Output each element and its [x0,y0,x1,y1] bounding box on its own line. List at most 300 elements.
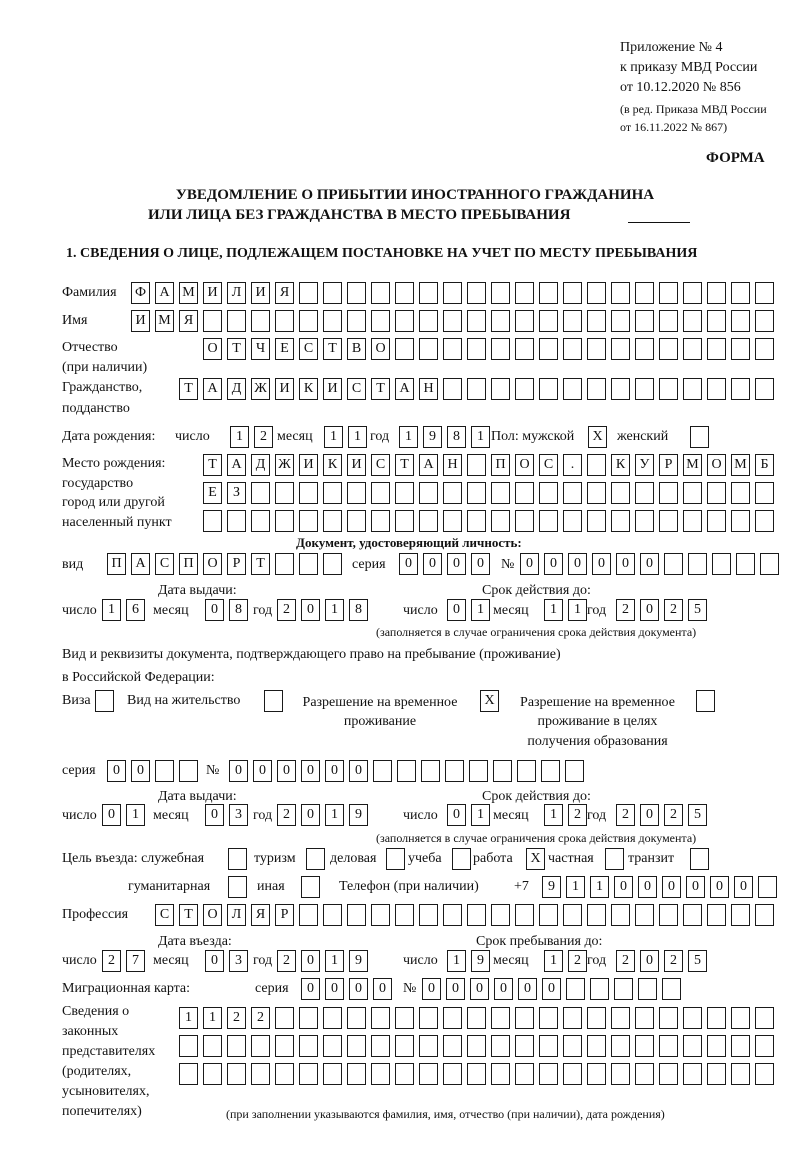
name-field-cell[interactable] [611,310,630,332]
profession-field-cell[interactable]: Я [251,904,270,926]
surname-field-cell[interactable]: М [179,282,198,304]
mig-number-field-cell[interactable]: 0 [446,978,465,1000]
surname-field-cell[interactable] [515,282,534,304]
name-field-cell[interactable] [275,310,294,332]
patronymic-field-cell[interactable]: Т [227,338,246,360]
rvp-number-field-cell[interactable]: 0 [349,760,368,782]
birthplace-line2-cell[interactable] [755,482,774,504]
surname-field-cell[interactable]: Я [275,282,294,304]
birthplace-line2-cell[interactable] [299,482,318,504]
reps-line3-cell[interactable] [443,1063,462,1085]
stay-day-cell[interactable]: 1 [447,950,466,972]
doc-number-field-cell[interactable]: 0 [592,553,611,575]
patronymic-field-cell[interactable]: С [299,338,318,360]
patronymic-field-cell[interactable] [515,338,534,360]
reps-line1-cell[interactable] [443,1007,462,1029]
citizenship-field-cell[interactable]: И [323,378,342,400]
surname-field-cell[interactable]: А [155,282,174,304]
birthplace-line2-cell[interactable] [611,482,630,504]
patronymic-field-cell[interactable] [659,338,678,360]
mig-number-field-cell[interactable] [614,978,633,1000]
mig-number-field-cell[interactable] [638,978,657,1000]
surname-field-cell[interactable] [731,282,750,304]
profession-field-cell[interactable] [491,904,510,926]
reps-line2-cell[interactable] [635,1035,654,1057]
birthplace-line3-cell[interactable] [707,510,726,532]
name-field-cell[interactable] [707,310,726,332]
rvp-number-field-cell[interactable] [493,760,512,782]
rvp_valid-month-cell[interactable]: 2 [568,804,587,826]
citizenship-field-cell[interactable] [755,378,774,400]
reps-line1-cell[interactable] [467,1007,486,1029]
name-field-cell[interactable] [371,310,390,332]
citizenship-field-cell[interactable] [539,378,558,400]
reps-line1-cell[interactable] [419,1007,438,1029]
profession-field-cell[interactable] [299,904,318,926]
patronymic-field-cell[interactable] [419,338,438,360]
doc-series-field-cell[interactable]: 0 [399,553,418,575]
name-field-cell[interactable] [755,310,774,332]
birthplace-line3-cell[interactable] [515,510,534,532]
reps-line3-cell[interactable] [347,1063,366,1085]
birthplace-line3-cell[interactable] [299,510,318,532]
birthplace-line1-cell[interactable]: А [419,454,438,476]
birthplace-line3-cell[interactable] [371,510,390,532]
mig-number-field-cell[interactable] [662,978,681,1000]
citizenship-field-cell[interactable]: А [395,378,414,400]
reps-line3-cell[interactable] [731,1063,750,1085]
surname-field-cell[interactable] [467,282,486,304]
reps-line2-cell[interactable] [179,1035,198,1057]
phone-field-cell[interactable]: 0 [638,876,657,898]
reps-line2-cell[interactable] [563,1035,582,1057]
reps-line2-cell[interactable] [515,1035,534,1057]
stay-year-cell[interactable]: 0 [640,950,659,972]
mig-number-field-cell[interactable]: 0 [494,978,513,1000]
temp-permit-checkbox-cell[interactable]: X [480,690,499,712]
name-field-cell[interactable] [443,310,462,332]
doc-kind-field-cell[interactable]: А [131,553,150,575]
profession-field-cell[interactable] [323,904,342,926]
reps-line3-cell[interactable] [683,1063,702,1085]
reps-line3-cell[interactable] [371,1063,390,1085]
doc_valid-year-cell[interactable]: 0 [640,599,659,621]
birthplace-line2-cell[interactable] [683,482,702,504]
birthplace-line3-cell[interactable] [611,510,630,532]
birthplace-line1-cell[interactable]: К [323,454,342,476]
profession-field-cell[interactable]: Л [227,904,246,926]
reps-line3-cell[interactable] [563,1063,582,1085]
surname-field-cell[interactable] [347,282,366,304]
phone-field-cell[interactable]: 0 [686,876,705,898]
profession-field-cell[interactable] [755,904,774,926]
stay-day-cell[interactable]: 9 [471,950,490,972]
citizenship-field-cell[interactable] [515,378,534,400]
birth-month-cell[interactable]: 1 [348,426,367,448]
birthplace-line3-cell[interactable] [683,510,702,532]
doc-kind-field-cell[interactable]: П [107,553,126,575]
surname-field-cell[interactable] [491,282,510,304]
citizenship-field-cell[interactable] [467,378,486,400]
rvp-number-field-cell[interactable] [565,760,584,782]
profession-field-cell[interactable]: Т [179,904,198,926]
birthplace-line1-cell[interactable]: С [539,454,558,476]
reps-line3-cell[interactable] [707,1063,726,1085]
reps-line1-cell[interactable]: 1 [203,1007,222,1029]
patronymic-field-cell[interactable] [491,338,510,360]
birth-year-cell[interactable]: 9 [423,426,442,448]
surname-field-cell[interactable] [755,282,774,304]
surname-field-cell[interactable] [299,282,318,304]
birthplace-line1-cell[interactable]: И [299,454,318,476]
name-field-cell[interactable] [347,310,366,332]
entry-year-cell[interactable]: 1 [325,950,344,972]
doc_issue-month-cell[interactable]: 0 [205,599,224,621]
rvp-number-field-cell[interactable] [517,760,536,782]
patronymic-field-cell[interactable] [611,338,630,360]
citizenship-field-cell[interactable] [587,378,606,400]
doc-number-field-cell[interactable] [664,553,683,575]
birthplace-line3-cell[interactable] [443,510,462,532]
rvp-number-field-cell[interactable]: 0 [253,760,272,782]
rvp_valid-month-cell[interactable]: 1 [544,804,563,826]
citizenship-field-cell[interactable] [683,378,702,400]
rvp_valid-year-cell[interactable]: 0 [640,804,659,826]
birthplace-line3-cell[interactable] [539,510,558,532]
citizenship-field-cell[interactable]: С [347,378,366,400]
stay-year-cell[interactable]: 2 [616,950,635,972]
stay-year-cell[interactable]: 2 [664,950,683,972]
profession-field-cell[interactable]: Р [275,904,294,926]
patronymic-field-cell[interactable] [563,338,582,360]
birthplace-line1-cell[interactable]: А [227,454,246,476]
mig-number-field-cell[interactable]: 0 [518,978,537,1000]
birthplace-line3-cell[interactable] [755,510,774,532]
reps-line3-cell[interactable] [467,1063,486,1085]
phone-field-cell[interactable]: 0 [710,876,729,898]
name-field-cell[interactable]: М [155,310,174,332]
phone-field-cell[interactable]: 0 [662,876,681,898]
doc_issue-month-cell[interactable]: 8 [229,599,248,621]
name-field-cell[interactable] [587,310,606,332]
birthplace-line2-cell[interactable] [659,482,678,504]
surname-field-cell[interactable] [323,282,342,304]
reps-line1-cell[interactable] [635,1007,654,1029]
rvp_issue-year-cell[interactable]: 2 [277,804,296,826]
patronymic-field-cell[interactable]: Т [323,338,342,360]
birthplace-line3-cell[interactable] [419,510,438,532]
birthplace-line2-cell[interactable] [707,482,726,504]
reps-line2-cell[interactable] [539,1035,558,1057]
rvp_valid-day-cell[interactable]: 0 [447,804,466,826]
mig-series-field-cell[interactable]: 0 [373,978,392,1000]
profession-field-cell[interactable]: С [155,904,174,926]
patronymic-field-cell[interactable]: В [347,338,366,360]
rvp_valid-day-cell[interactable]: 1 [471,804,490,826]
profession-field-cell[interactable] [587,904,606,926]
reps-line3-cell[interactable] [203,1063,222,1085]
rvp-number-field-cell[interactable]: 0 [277,760,296,782]
name-field-cell[interactable] [419,310,438,332]
surname-field-cell[interactable] [707,282,726,304]
purpose-humanitarian-checkbox-cell[interactable] [228,876,247,898]
birthplace-line2-cell[interactable] [275,482,294,504]
birthplace-line3-cell[interactable] [563,510,582,532]
purpose-private-checkbox-cell[interactable] [605,848,624,870]
birthplace-line1-cell[interactable]: Б [755,454,774,476]
reps-line3-cell[interactable] [323,1063,342,1085]
stay-year-cell[interactable]: 5 [688,950,707,972]
patronymic-field-cell[interactable] [755,338,774,360]
birthplace-line2-cell[interactable] [587,482,606,504]
birthplace-line1-cell[interactable]: О [515,454,534,476]
phone-field-cell[interactable]: 0 [614,876,633,898]
birthplace-line3-cell[interactable] [635,510,654,532]
rvp_valid-year-cell[interactable]: 2 [616,804,635,826]
phone-field-cell[interactable]: 0 [734,876,753,898]
reps-line1-cell[interactable] [347,1007,366,1029]
doc-series-field-cell[interactable]: 0 [423,553,442,575]
reps-line3-cell[interactable] [611,1063,630,1085]
reps-line3-cell[interactable] [515,1063,534,1085]
birthplace-line2-cell[interactable] [515,482,534,504]
rvp_valid-year-cell[interactable]: 5 [688,804,707,826]
birthplace-line3-cell[interactable] [731,510,750,532]
name-field-cell[interactable] [659,310,678,332]
reps-line2-cell[interactable] [611,1035,630,1057]
doc_valid-year-cell[interactable]: 2 [616,599,635,621]
profession-field-cell[interactable] [635,904,654,926]
rvp-number-field-cell[interactable]: 0 [229,760,248,782]
reps-line3-cell[interactable] [179,1063,198,1085]
birth-day-cell[interactable]: 1 [230,426,249,448]
purpose-work-checkbox-cell[interactable]: X [526,848,545,870]
birthplace-line1-cell[interactable]: Ж [275,454,294,476]
citizenship-field-cell[interactable] [731,378,750,400]
birthplace-line1-cell[interactable]: У [635,454,654,476]
rvp-number-field-cell[interactable] [373,760,392,782]
birthplace-line1-cell[interactable]: Т [395,454,414,476]
phone-field-cell[interactable]: 9 [542,876,561,898]
birthplace-line2-cell[interactable] [491,482,510,504]
patronymic-field-cell[interactable]: Ч [251,338,270,360]
surname-field-cell[interactable] [563,282,582,304]
reps-line2-cell[interactable] [731,1035,750,1057]
doc-number-field-cell[interactable] [760,553,779,575]
doc-kind-field-cell[interactable]: О [203,553,222,575]
birthplace-line1-cell[interactable]: . [563,454,582,476]
profession-field-cell[interactable] [659,904,678,926]
doc-number-field-cell[interactable]: 0 [544,553,563,575]
reps-line2-cell[interactable] [443,1035,462,1057]
patronymic-field-cell[interactable] [683,338,702,360]
doc-kind-field-cell[interactable]: Т [251,553,270,575]
surname-field-cell[interactable] [587,282,606,304]
entry-year-cell[interactable]: 0 [301,950,320,972]
name-field-cell[interactable] [251,310,270,332]
reps-line2-cell[interactable] [275,1035,294,1057]
surname-field-cell[interactable] [419,282,438,304]
doc-kind-field-cell[interactable]: С [155,553,174,575]
rvp-series-field-cell[interactable] [179,760,198,782]
reps-line3-cell[interactable] [755,1063,774,1085]
citizenship-field-cell[interactable] [443,378,462,400]
reps-line3-cell[interactable] [659,1063,678,1085]
surname-field-cell[interactable]: Л [227,282,246,304]
reps-line1-cell[interactable] [515,1007,534,1029]
reps-line1-cell[interactable] [299,1007,318,1029]
mig-number-field-cell[interactable] [566,978,585,1000]
profession-field-cell[interactable] [683,904,702,926]
birth-year-cell[interactable]: 8 [447,426,466,448]
surname-field-cell[interactable] [611,282,630,304]
birthplace-line2-cell[interactable] [251,482,270,504]
reps-line2-cell[interactable] [491,1035,510,1057]
reps-line2-cell[interactable] [371,1035,390,1057]
name-field-cell[interactable] [683,310,702,332]
reps-line3-cell[interactable] [275,1063,294,1085]
rvp-series-field-cell[interactable] [155,760,174,782]
doc-number-field-cell[interactable]: 0 [616,553,635,575]
name-field-cell[interactable]: И [131,310,150,332]
phone-field-cell[interactable] [758,876,777,898]
name-field-cell[interactable]: Я [179,310,198,332]
reps-line2-cell[interactable] [299,1035,318,1057]
citizenship-field-cell[interactable]: И [275,378,294,400]
profession-field-cell[interactable] [515,904,534,926]
birthplace-line1-cell[interactable]: С [371,454,390,476]
reps-line3-cell[interactable] [299,1063,318,1085]
birthplace-line3-cell[interactable] [467,510,486,532]
surname-field-cell[interactable]: Ф [131,282,150,304]
profession-field-cell[interactable] [467,904,486,926]
doc_issue-year-cell[interactable]: 0 [301,599,320,621]
citizenship-field-cell[interactable] [611,378,630,400]
sex-male-checkbox-cell[interactable]: X [588,426,607,448]
doc-series-field-cell[interactable]: 0 [447,553,466,575]
rvp-number-field-cell[interactable]: 0 [301,760,320,782]
birthplace-line1-cell[interactable]: Д [251,454,270,476]
profession-field-cell[interactable] [731,904,750,926]
doc-series-field-cell[interactable]: 0 [471,553,490,575]
reps-line3-cell[interactable] [419,1063,438,1085]
mig-series-field-cell[interactable]: 0 [325,978,344,1000]
doc_issue-year-cell[interactable]: 8 [349,599,368,621]
surname-field-cell[interactable] [683,282,702,304]
residence-permit-checkbox-cell[interactable] [264,690,283,712]
doc-number-field-cell[interactable] [688,553,707,575]
reps-line3-cell[interactable] [227,1063,246,1085]
profession-field-cell[interactable] [395,904,414,926]
patronymic-field-cell[interactable] [443,338,462,360]
reps-line2-cell[interactable] [203,1035,222,1057]
stay-month-cell[interactable]: 1 [544,950,563,972]
birthplace-line1-cell[interactable]: М [731,454,750,476]
purpose-study-checkbox-cell[interactable] [452,848,471,870]
rvp-series-field-cell[interactable]: 0 [131,760,150,782]
doc_valid-month-cell[interactable]: 1 [544,599,563,621]
birthplace-line3-cell[interactable] [275,510,294,532]
birthplace-line1-cell[interactable]: Р [659,454,678,476]
profession-field-cell[interactable] [539,904,558,926]
citizenship-field-cell[interactable]: Т [371,378,390,400]
reps-line1-cell[interactable] [491,1007,510,1029]
surname-field-cell[interactable] [443,282,462,304]
reps-line3-cell[interactable] [539,1063,558,1085]
citizenship-field-cell[interactable] [491,378,510,400]
sex-female-checkbox-cell[interactable] [690,426,709,448]
purpose-official-checkbox-cell[interactable] [228,848,247,870]
profession-field-cell[interactable] [419,904,438,926]
reps-line2-cell[interactable] [251,1035,270,1057]
patronymic-field-cell[interactable] [395,338,414,360]
patronymic-field-cell[interactable] [707,338,726,360]
rvp-number-field-cell[interactable] [397,760,416,782]
citizenship-field-cell[interactable]: А [203,378,222,400]
patronymic-field-cell[interactable] [587,338,606,360]
birthplace-line2-cell[interactable] [419,482,438,504]
doc-number-field-cell[interactable]: 0 [520,553,539,575]
profession-field-cell[interactable] [371,904,390,926]
citizenship-field-cell[interactable] [635,378,654,400]
birthplace-line3-cell[interactable] [323,510,342,532]
rvp_issue-year-cell[interactable]: 1 [325,804,344,826]
birthplace-line2-cell[interactable] [443,482,462,504]
profession-field-cell[interactable] [443,904,462,926]
reps-line3-cell[interactable] [395,1063,414,1085]
reps-line2-cell[interactable] [347,1035,366,1057]
birthplace-line3-cell[interactable] [227,510,246,532]
rvp_issue-day-cell[interactable]: 1 [126,804,145,826]
mig-number-field-cell[interactable]: 0 [470,978,489,1000]
rvp-number-field-cell[interactable] [469,760,488,782]
entry-year-cell[interactable]: 9 [349,950,368,972]
name-field-cell[interactable] [539,310,558,332]
citizenship-field-cell[interactable]: К [299,378,318,400]
birthplace-line2-cell[interactable] [395,482,414,504]
birthplace-line2-cell[interactable]: З [227,482,246,504]
birthplace-line1-cell[interactable]: Н [443,454,462,476]
doc-number-field-cell[interactable]: 0 [568,553,587,575]
surname-field-cell[interactable]: И [251,282,270,304]
profession-field-cell[interactable] [347,904,366,926]
patronymic-field-cell[interactable]: О [371,338,390,360]
rvp-number-field-cell[interactable]: 0 [325,760,344,782]
patronymic-field-cell[interactable] [539,338,558,360]
birth-year-cell[interactable]: 1 [399,426,418,448]
profession-field-cell[interactable] [611,904,630,926]
doc-number-field-cell[interactable]: 0 [640,553,659,575]
citizenship-field-cell[interactable] [707,378,726,400]
reps-line3-cell[interactable] [635,1063,654,1085]
reps-line1-cell[interactable] [539,1007,558,1029]
name-field-cell[interactable] [491,310,510,332]
profession-field-cell[interactable] [707,904,726,926]
doc_valid-year-cell[interactable]: 5 [688,599,707,621]
rvp-number-field-cell[interactable] [421,760,440,782]
reps-line3-cell[interactable] [587,1063,606,1085]
birthplace-line2-cell[interactable]: Е [203,482,222,504]
doc-kind-field-cell[interactable] [323,553,342,575]
doc-kind-field-cell[interactable]: П [179,553,198,575]
birthplace-line1-cell[interactable]: Т [203,454,222,476]
patronymic-field-cell[interactable] [635,338,654,360]
birthplace-line3-cell[interactable] [395,510,414,532]
name-field-cell[interactable] [323,310,342,332]
reps-line2-cell[interactable] [755,1035,774,1057]
entry-month-cell[interactable]: 0 [205,950,224,972]
citizenship-field-cell[interactable] [563,378,582,400]
